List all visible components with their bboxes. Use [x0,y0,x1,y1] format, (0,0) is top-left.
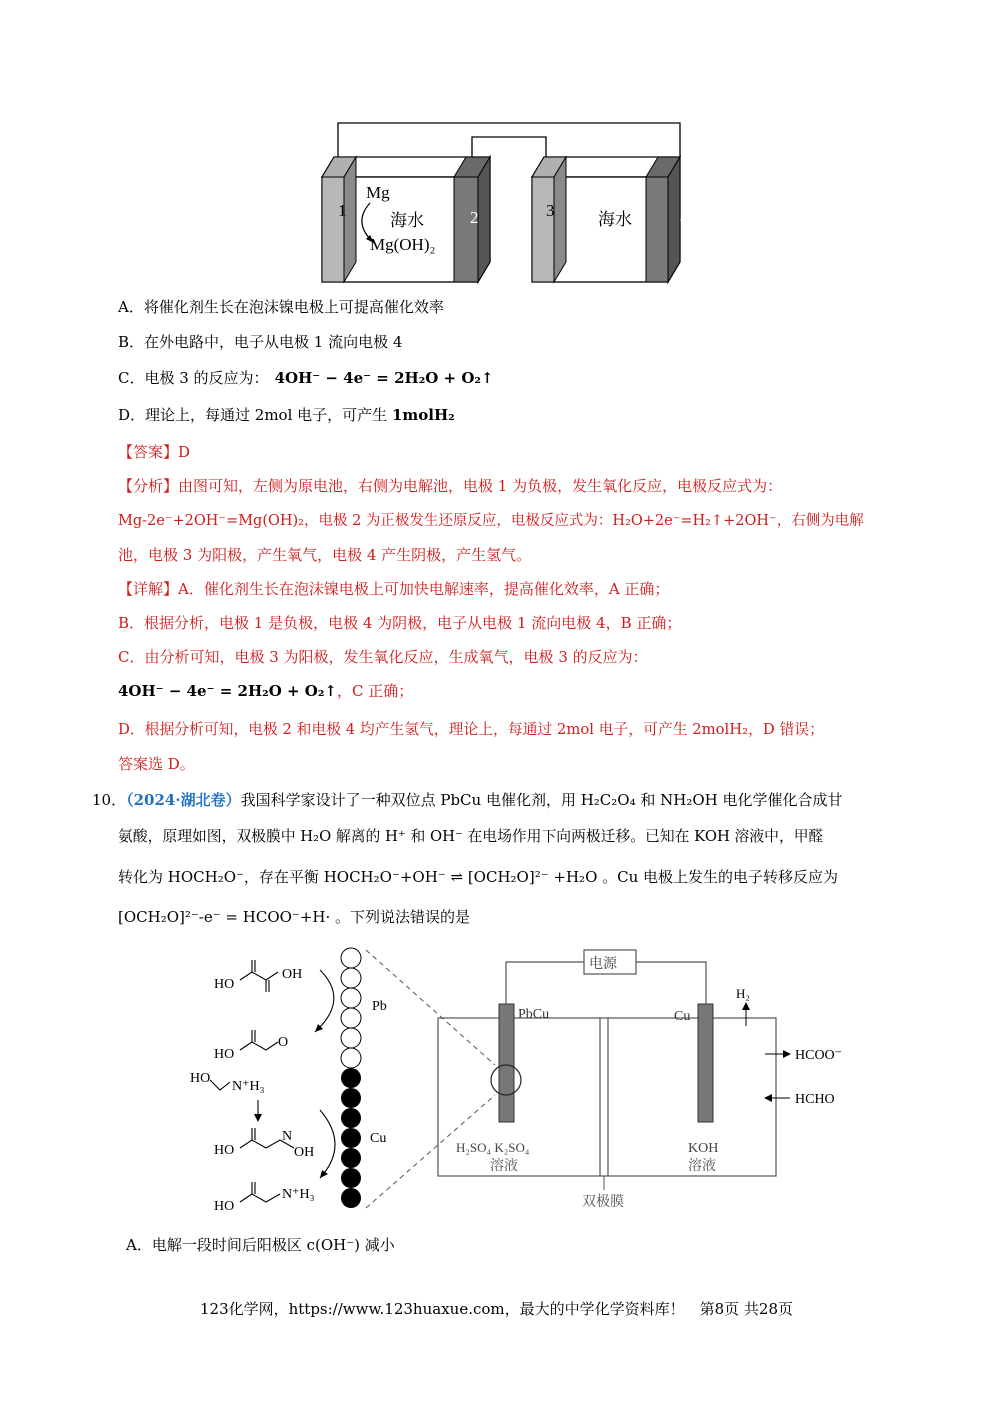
mol5-ho: HO [214,1199,235,1214]
molecule-cascade [210,960,335,1202]
electrode-2-label: 2 [470,208,479,227]
q10-source: （2024·湖北卷） [126,791,241,809]
q9-detail-line2: B．根据分析，电极 1 是负极，电极 4 为阴极，电子从电极 1 流向电极 4，B 正确； [118,614,682,632]
hcho-label: HCHO [795,1092,835,1107]
q9-option-c-formula: 4OH⁻ − 4e⁻ = 2H₂O + O₂↑ [274,369,494,387]
q9-option-d-formula: 1molH₂ [391,406,455,424]
right-solution-word: 溶液 [688,1159,716,1174]
power-source-label: 电源 [589,957,617,972]
mol4-ho: HO [214,1143,235,1158]
q10-line1-text: 我国科学家设计了一种双位点 PbCu 电催化剂，用 H₂C₂O₄ 和 NH₂OH 电化学催化合成甘 [240,791,843,809]
q9-analysis-line2: Mg-2e⁻+2OH⁻=Mg(OH)₂，电极 2 为正极发生还原反应，电极反应式为：H₂O+2e⁻=H₂↑+2OH⁻，右侧为电解 [118,513,864,529]
cu-bead-label: Cu [370,1131,387,1146]
mol4-oh: OH [294,1145,315,1160]
h2-label: H₂ [736,986,750,1001]
mol2-ho: HO [214,1047,235,1062]
q9-detail-line3: C．由分析可知，电极 3 为阳极，发生氧化反应，生成氧气，电极 3 的反应为： [118,648,648,666]
q9-analysis-line1: 【分析】由图可知，左侧为原电池，右侧为电解池，电极 1 为负极，发生氧化反应，电极反应式为： [118,477,783,495]
cu-electrode [698,1004,713,1122]
q9-detail-line1: 【详解】A．催化剂生长在泡沫镍电极上可加快电解速率，提高催化效率，A 正确； [118,580,670,598]
q10-number: 10． [92,791,127,809]
hcoo-label: HCOO⁻ [795,1048,843,1063]
q10-line1 [92,789,843,811]
q9-option-a: A．将催化剂生长在泡沫镍电极上可提高催化效率 [118,298,444,316]
cu-electrode-label: Cu [674,1009,691,1024]
left-solution-word: 溶液 [490,1159,518,1174]
electrode-4-label: 4 [680,208,689,227]
svg-text:O: O [278,1035,289,1050]
mol5-nh3: N⁺H₃ [282,1187,315,1202]
pbcu-label: PbCu [518,1007,550,1022]
q10-line4: [OCH₂O]²⁻-e⁻ = HCOO⁻+H· 。下列说法错误的是 [118,908,471,926]
cu-beads [341,1068,361,1208]
seawater-right-label: 海水 [598,210,632,229]
q9-detail-line4 [118,680,413,702]
q9-answer: 【答案】D [118,443,191,461]
electrode-1-label: 1 [338,201,347,220]
seawater-left-label: 海水 [390,211,424,230]
q9-detail-line4-suffix: ，C 正确； [336,682,414,700]
q10-line3: 转化为 HOCH₂O⁻，存在平衡 HOCH₂O⁻+OH⁻ ⇌ [OCH₂O]²⁻ +H₂O 。Cu 电极上发生的电子转移反应为 [118,868,839,886]
figure-pbcu-electrolysis [190,940,870,1225]
electrode-3-label: 3 [546,201,555,220]
left-solution-formula: H₂SO₄ K₂SO₄ [456,1140,530,1155]
pbcu-electrode [499,1004,514,1122]
svg-text:N: N [282,1129,293,1144]
q9-detail-line6: 答案选 D。 [118,755,195,773]
mgoh2-label: Mg(OH)₂ [370,235,436,254]
mol1-ho: HO [214,977,235,992]
q9-option-c [118,367,494,389]
mol1-oh: OH [282,967,303,982]
q9-analysis-line3: 池，电极 3 为阳极，产生氧气，电极 4 产生阴极，产生氢气。 [118,546,532,564]
q10-option-a: A．电解一段时间后阳极区 c(OH⁻) 减小 [126,1236,395,1254]
page-footer: 123化学网，https://www.123huaxue.com，最大的中学化学资料库！ 第8页 共28页 [199,1300,794,1318]
right-solution-formula: KOH [688,1141,719,1156]
q9-detail-line5: D．根据分析可知，电极 2 和电极 4 均产生氢气，理论上，每通过 2mol 电子，可产生 2molH₂，D 错误； [118,721,824,738]
q9-detail-formula: 4OH⁻ − 4e⁻ = 2H₂O + O₂↑ [118,682,337,700]
pb-label: Pb [372,999,387,1014]
q9-option-b: B．在外电路中，电子从电极 1 流向电极 4 [118,333,403,351]
pb-beads [341,948,361,1068]
q9-option-d [118,404,455,426]
mol3-nh3: N⁺H₃ [232,1079,265,1094]
mg-label: Mg [366,183,390,202]
q10-line2: 氨酸，原理如图，双极膜中 H₂O 解离的 H⁺ 和 OH⁻ 在电场作用下向两极迁移。已知在 KOH 溶液中，甲醛 [118,828,824,845]
figure-electrolysis-cells [300,115,720,290]
bipolar-membrane-label: 双极膜 [582,1195,624,1210]
q9-option-d-prefix: D．理论上，每通过 2mol 电子，可产生 [118,406,392,424]
mol3-ho: HO [190,1071,211,1086]
q9-option-c-prefix: C．电极 3 的反应为： [118,369,269,387]
